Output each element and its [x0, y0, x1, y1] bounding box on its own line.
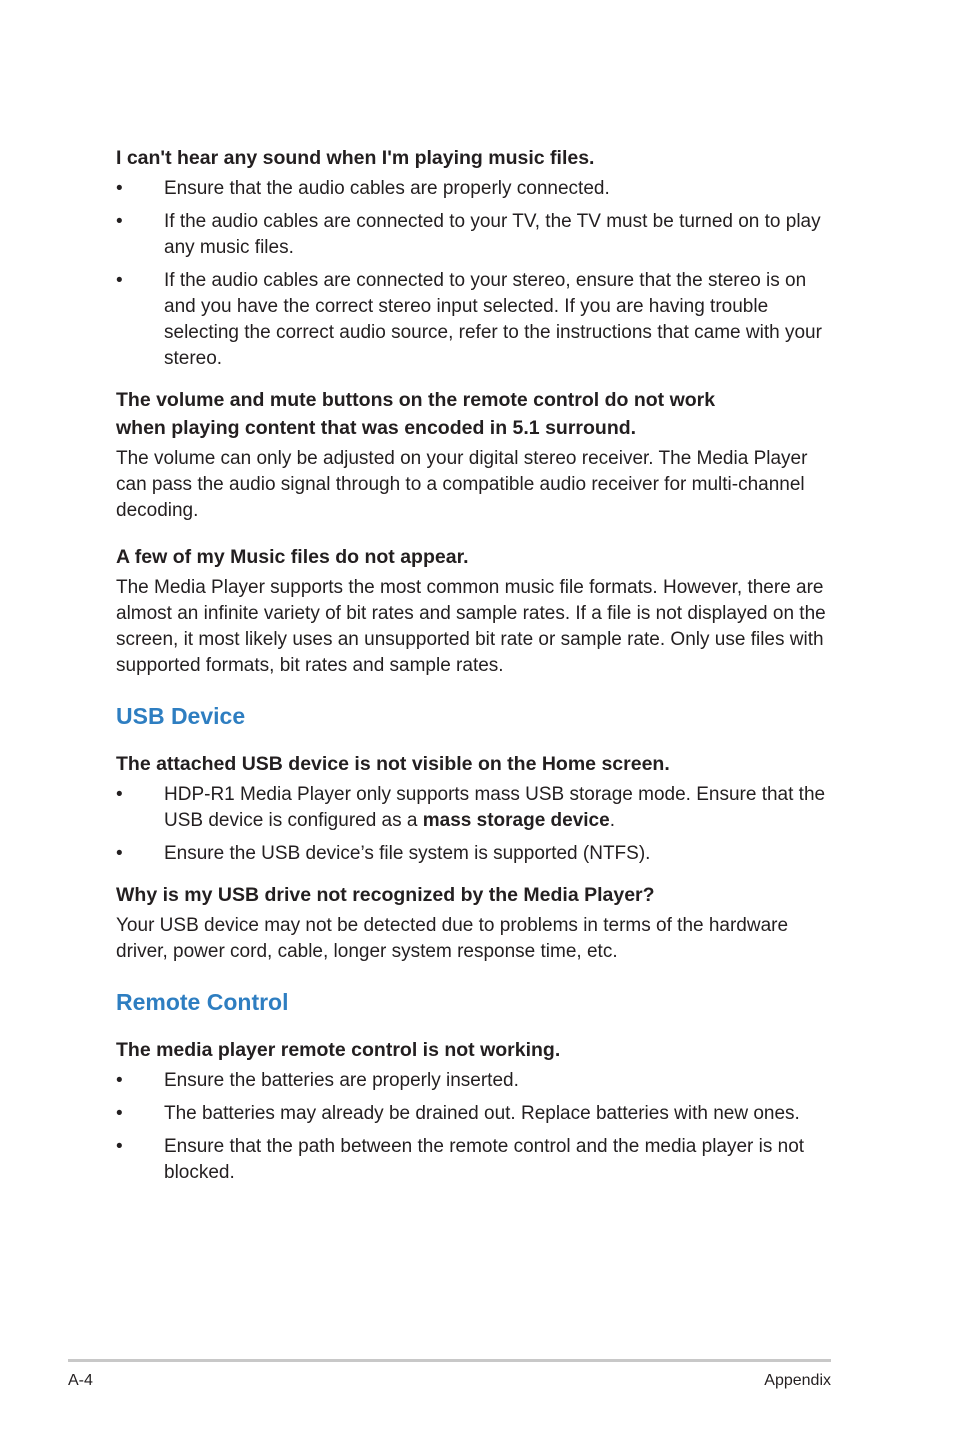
- bullet-list-usb: [116, 782, 832, 867]
- bullet-icon: •: [116, 1103, 123, 1124]
- bullet-list-no-sound: [116, 176, 832, 372]
- list-item: • If the audio cables are connected to your TV, the TV must be turned on to play any music files.: [116, 211, 821, 258]
- section-heading-remote: Remote Control: [116, 989, 289, 1015]
- bullet-icon: •: [116, 1136, 123, 1157]
- list-item: • If the audio cables are connected to your stereo, ensure that the stereo is on and you have the correct stereo input selected. If you are having trouble selecting the correct audio source, refer to the instructions that came with your stereo.: [116, 270, 822, 369]
- bullet-icon: •: [116, 178, 123, 199]
- list-item: • Ensure the USB device’s file system is supported (NTFS).: [116, 841, 832, 867]
- bullet-icon: •: [116, 843, 123, 864]
- list-item: • The batteries may already be drained out. Replace batteries with new ones.: [116, 1101, 832, 1127]
- page-number: A-4: [68, 1372, 93, 1389]
- question-usb-not-recognized: Why is my USB drive not recognized by the Media Player?: [116, 884, 655, 906]
- list-item: • Ensure that the audio cables are properly connected.: [116, 176, 832, 202]
- question-volume-mute: The volume and mute buttons on the remote control do not work when playing content that was encoded in 5.1 surround.: [116, 389, 716, 439]
- answer-files-missing: The Media Player supports the most common music file formats. However, there are almost an infinite variety of bit rates and sample rates. If a file is not displayed on the screen, it most likely uses an unsupported bit rate or sample rate. Only use files with supported formats, bit rates and sample rates.: [116, 577, 826, 676]
- list-item: • Ensure that the path between the remote control and the media player is not blocked.: [116, 1136, 805, 1183]
- answer-volume-mute: The volume can only be adjusted on your digital stereo receiver. The Media Player can pass the audio signal through to a compatible audio receiver for multi-channel decoding.: [116, 448, 808, 521]
- question-remote-not-working: The media player remote control is not working.: [116, 1039, 561, 1061]
- bullet-icon: •: [116, 1070, 123, 1091]
- section-heading-usb: USB Device: [116, 703, 246, 729]
- question-no-sound: I can't hear any sound when I'm playing music files.: [116, 147, 595, 169]
- footer-divider: [68, 1359, 831, 1362]
- page-content: [116, 144, 832, 1193]
- bullet-list-remote: [116, 1068, 832, 1186]
- question-files-missing: A few of my Music files do not appear.: [116, 546, 469, 568]
- bullet-icon: •: [116, 784, 123, 805]
- bullet-icon: •: [116, 270, 123, 291]
- list-item: • HDP-R1 Media Player only supports mass USB storage mode. Ensure that the USB device is configured as a mass storage device.: [116, 784, 826, 831]
- list-item: • Ensure the batteries are properly inserted.: [116, 1068, 832, 1094]
- answer-usb-not-recognized: Your USB device may not be detected due to problems in terms of the hardware driver, power cord, cable, longer system response time, etc.: [116, 915, 789, 962]
- question-usb-not-visible: The attached USB device is not visible on the Home screen.: [116, 753, 670, 775]
- bold-term: mass storage device: [422, 810, 610, 831]
- bullet-icon: •: [116, 211, 123, 232]
- footer-section-name: Appendix: [764, 1372, 831, 1389]
